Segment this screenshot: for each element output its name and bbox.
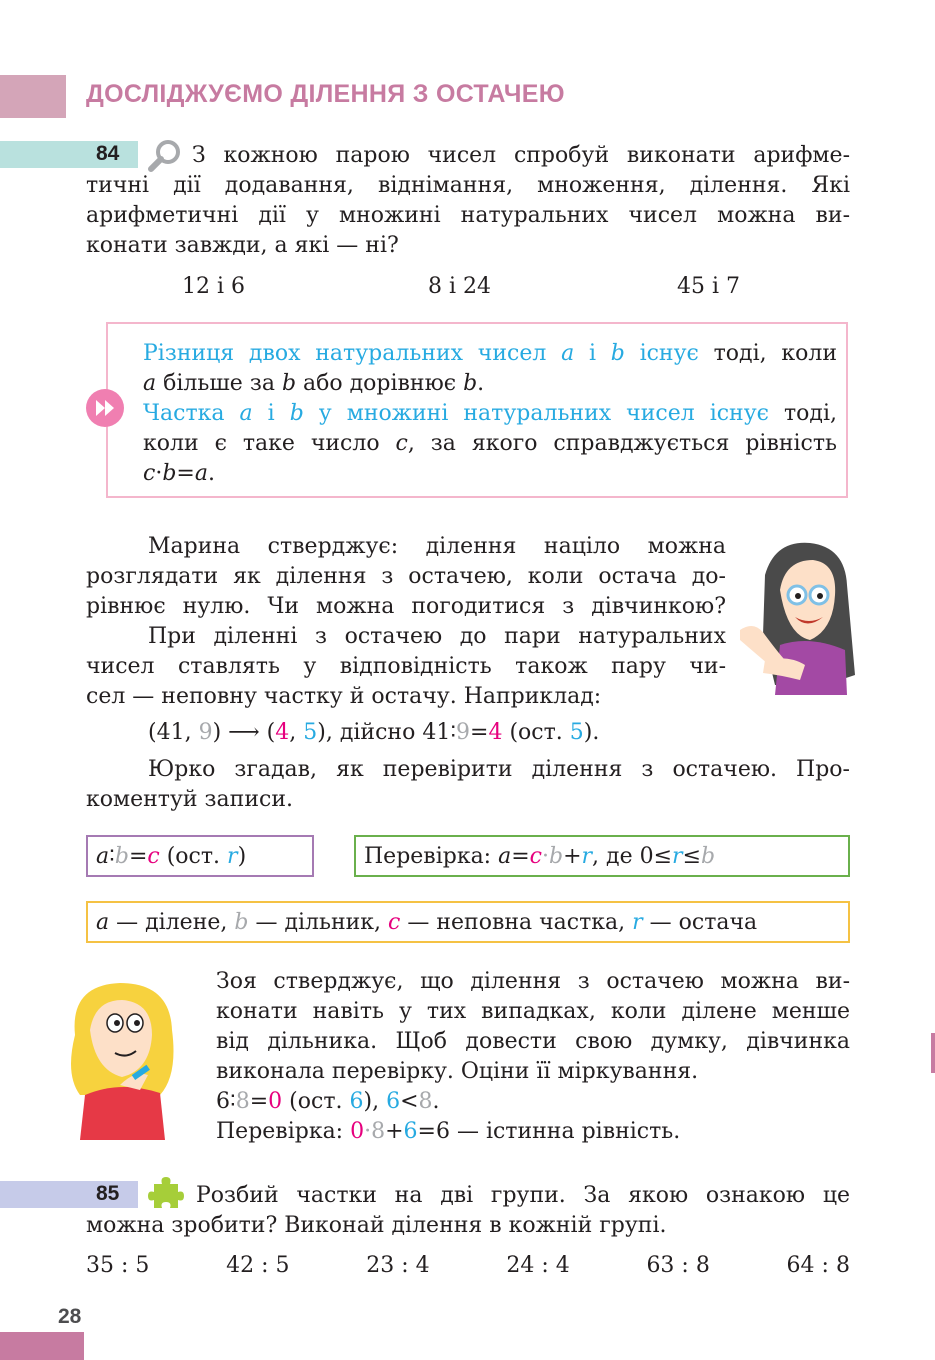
section-header-bar	[0, 75, 66, 118]
definition-line: коли є таке число c, за якого справджується рівність	[143, 431, 837, 456]
exercise-number: 85	[96, 1182, 120, 1205]
text-line: можна зробити? Виконай ділення в кожній групі.	[86, 1213, 667, 1238]
text-line: Розбий частки на дві групи. За якою ознакою це	[196, 1183, 850, 1208]
text-line: арифметичні дії у множині натуральних чисел можна ви-	[86, 203, 850, 228]
zoya-example-2: Перевірка: 0·8+6=6 — істинна рівність.	[216, 1119, 681, 1144]
division-item: 63 : 8	[646, 1253, 710, 1278]
text-line: При діленні з остачею до пари натуральних	[148, 624, 726, 649]
division-item: 23 : 4	[366, 1253, 430, 1278]
page-number: 28	[58, 1305, 82, 1328]
division-item: 42 : 5	[226, 1253, 290, 1278]
exercise-number: 84	[96, 142, 120, 165]
text-line: коментуй записи.	[86, 787, 293, 812]
zoya-text	[216, 967, 850, 1147]
formula-box-legend: a — ділене, b — дільник, c — неповна частка, r — остача	[86, 901, 850, 943]
page-edge-marker	[931, 1033, 935, 1073]
pair-2: 8 і 24	[428, 274, 492, 299]
text-line: виконала перевірку. Оціни її міркування.	[216, 1059, 699, 1084]
division-item: 64 : 8	[786, 1253, 850, 1278]
zoya-example-1: 6∶8=0 (ост. 6), 6<8.	[216, 1089, 440, 1114]
girl-illustration-marina	[735, 535, 865, 695]
text-line: конати навіть у тих випадках, коли ділене менше	[216, 999, 850, 1024]
definition-line: c·b=a.	[143, 461, 215, 486]
text-line: розглядати як ділення з остачею, коли остача до-	[86, 564, 726, 589]
definition-line: a більше за b або дорівнює b.	[143, 371, 485, 396]
girl-illustration-zoya	[60, 975, 185, 1145]
text-line: чисел ставлять у відповідність також пару чи-	[86, 654, 726, 679]
text-line: від дільника. Щоб довести свою думку, дівчинка	[216, 1029, 850, 1054]
division-item: 35 : 5	[86, 1253, 150, 1278]
pair-3: 45 і 7	[677, 274, 741, 299]
text-line: З кожною парою чисел спробуй виконати арифме-	[192, 143, 850, 168]
section-title: ДОСЛІДЖУЄМО ДІЛЕННЯ З ОСТАЧЕЮ	[86, 80, 565, 108]
text-line: конати завжди, а які — ні?	[86, 233, 399, 258]
definition-text	[143, 339, 837, 489]
division-list	[86, 1251, 850, 1281]
text-line: Зоя стверджує, що ділення з остачею можна ви-	[216, 969, 850, 994]
text-line: Юрко згадав, як перевірити ділення з остачею. Про-	[148, 757, 850, 782]
pair-1: 12 і 6	[182, 274, 246, 299]
yurko-text	[86, 755, 850, 815]
exercise-85-text	[86, 1181, 850, 1241]
definition-line: Частка a і b у множині натуральних чисел існує тоді,	[143, 401, 838, 426]
fast-forward-icon	[86, 389, 124, 427]
division-item: 24 : 4	[506, 1253, 570, 1278]
text-line: сел — неповну частку й остачу. Наприклад:	[86, 684, 602, 709]
footer-bar	[0, 1332, 84, 1360]
formula-box-check: Перевірка: a=c·b+r, де 0≤r≤b	[354, 835, 850, 877]
text-line: тичні дії додавання, віднімання, множення, ділення. Які	[86, 173, 850, 198]
exercise-84-text	[86, 141, 850, 261]
division-example: (41, 9) ⟶ (4, 5), дійсно 41∶9=4 (ост. 5).	[148, 720, 600, 745]
text-line: рівнює нулю. Чи можна погодитися з дівчинкою?	[86, 594, 726, 619]
definition-line: Різниця двох натуральних чисел a і b існує тоді, коли	[143, 341, 837, 366]
marina-text	[86, 532, 726, 712]
formula-box-division: a∶b=c (ост. r)	[86, 835, 314, 877]
text-line: Марина стверджує: ділення націло можна	[148, 534, 726, 559]
